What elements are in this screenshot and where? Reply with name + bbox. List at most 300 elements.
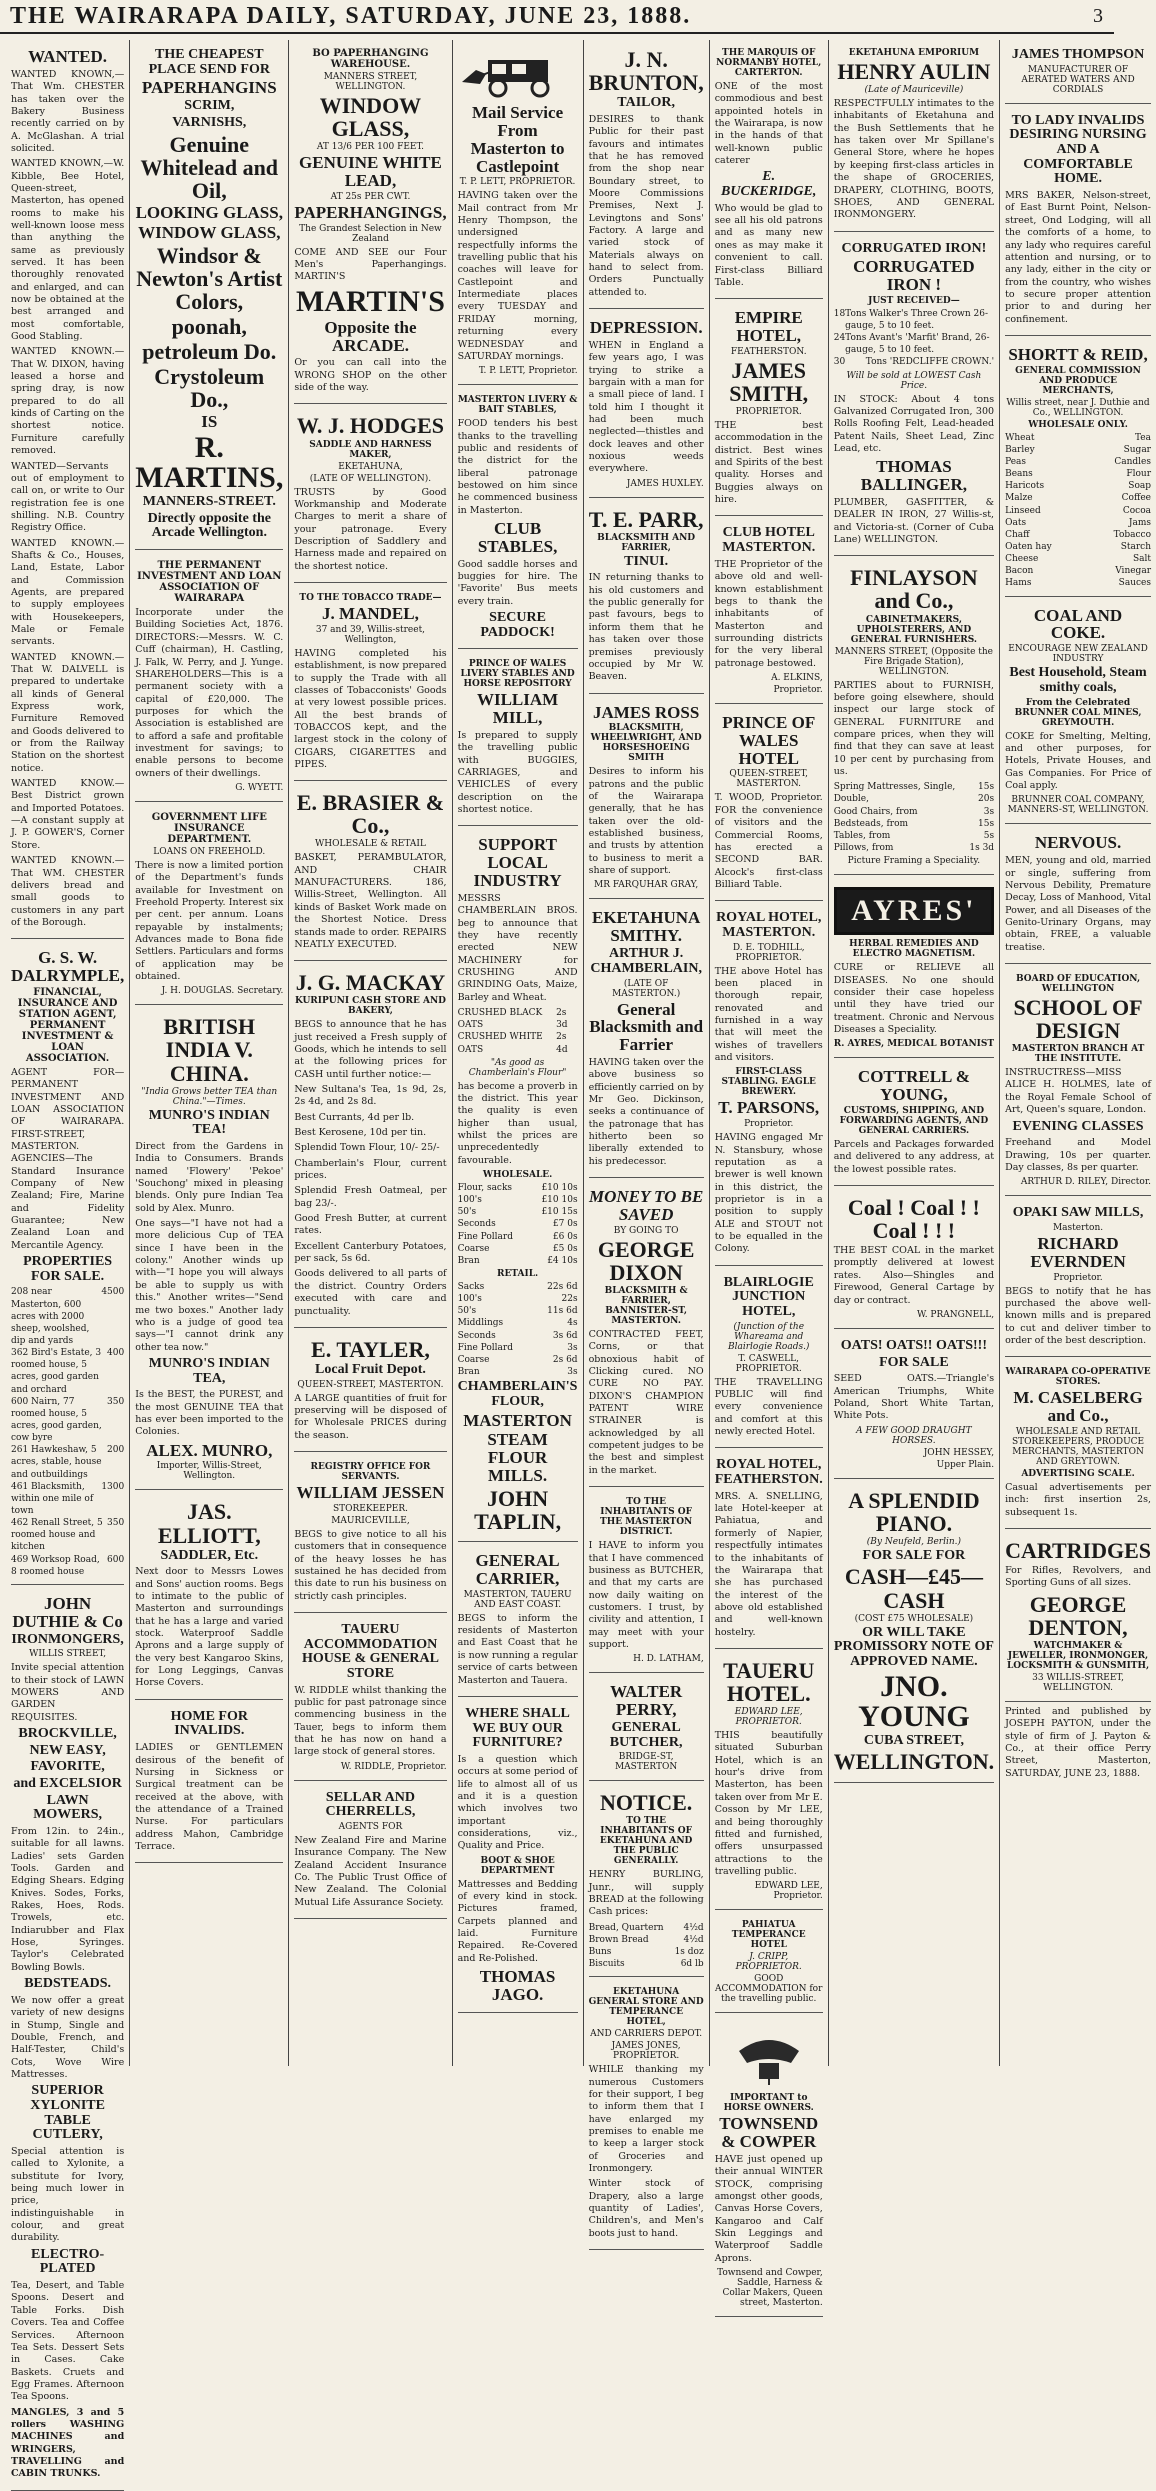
furniture-row [834,793,994,805]
goods-row-value: Candles [1114,457,1151,468]
temperance-heading: EKETAHUNA GENERAL STORE AND TEMPERANCE HOTEL, [588,1987,704,2028]
cartridges-heading: CARTRIDGES [1005,1538,1151,1564]
goods-row-value: Coffee [1121,493,1151,504]
corrugated-ad [834,236,994,557]
brasier-body: BASKET, PERAMBULATOR, AND CHAIR MANUFACTURERS. 186, Willis-Street, Wellington. All kinds of Basket Work made on the Shortest Notice. Dress stands made to order. REPAIRS NEATLY EXECUTED. [294,852,447,950]
brasier-name: E. BRASIER & Co., [296,790,445,839]
finlayson-ad [834,560,994,875]
furniture-row-value: 3s [983,806,995,817]
crushed-row-label: CRUSHED BLACK OATS [457,1008,543,1031]
encourage: ENCOURAGE NEW ZEALAND INDUSTRY [1008,644,1148,665]
dixon-name: GEORGE DIXON [597,1236,695,1285]
wholesale-only: WHOLESALE ONLY. [1028,419,1128,430]
item-5: LOOKING GLASS, [135,202,283,222]
property-row-label: 600 Nairn, 77 roomed house, 5 acres, good garden, cow byre [11,1396,102,1444]
good-flour: "As good as Chamberlain's Flour" [468,1057,567,1078]
caswell-body: THE TRAVELLING PUBLIC will find every convenience and comfort at this newly erected Hotel. [714,1376,823,1438]
carrier-route: MASTERTON, TAUERU AND EAST COAST. [463,1589,572,1610]
goods-row [1005,432,1151,444]
school-ad [1005,968,1151,1196]
cottrell-body: Parcels and Packages forwarded and delivered to any address, at the lowest possible rates. [833,1138,995,1175]
blairlogie-sub: (Junction of the Whareama and Blairlogie Roads.) [727,1321,810,1352]
carrier-heading: GENERAL CARRIER, [475,1551,560,1588]
mower-1: BROCKVILLE, [18,1725,117,1741]
goods-row-value: Cocoa [1122,505,1151,516]
ross-ad [589,698,704,900]
ladies-heading: TO LADY INVALIDS DESIRING NURSING AND A COMFORTABLE HOME. [1009,112,1147,187]
club-hotel-ad [715,520,823,703]
mackay-item: Best Currants, 4d per lb. [294,1111,415,1123]
normanby-heading: THE MARQUIS OF NORMANBY HOTEL, CARTERTON. [716,48,822,78]
goods-row-value: Starch [1120,542,1151,553]
goods-row-value: Sauces [1118,578,1151,589]
where-heading: WHERE SHALL WE BUY OUR FURNITURE? [465,1705,570,1751]
caswell-name: T. CASWELL, PROPRIETOR. [735,1353,802,1374]
tauer-body: W. RIDDLE whilst thanking the public for past patronage since commencing business in the Tauer, begs to inform them that he has now on hand a large stock of general stores. [294,1684,447,1758]
empire-heading: EMPIRE HOTEL, [734,308,803,346]
crushed-row-value: 2s 3d [556,1008,568,1031]
opaki-ad [1005,1200,1151,1357]
cooperative-heading: WAIRARAPA CO-OPERATIVE STORES. [1005,1367,1151,1388]
iron-row [834,308,994,332]
investment-heading: THE PERMANENT INVESTMENT AND LOAN ASSOCIATION OF WAIRARAPA [137,560,282,605]
cottrell-name: COTTRELL & YOUNG, [857,1067,970,1105]
aulin-ad [834,42,994,232]
blairlogie-ad [715,1270,823,1449]
normanby-more: Who would be glad to see all his old patrons and as many new ones as may make it convenient to call. First-class Billiard Table. [714,202,823,288]
retail-row-value: 22s [561,1294,578,1305]
goods-row-label: Bacon [1005,566,1034,577]
furniture-row-value: 5s [983,830,995,841]
goods-row-label: Barley [1005,444,1035,455]
wanted-ad: WANTED KNOWN.—Shafts & Co., Houses, Land, Estate, Labor and Commission Agents, are prepared to supply employees with Housekeepers, Male or Female servants. [11,537,125,648]
ballinger-sub: PLUMBER, GASFITTER, & DEALER IN IRON, 27 Willis-st, and Victoria-st. (Corner of Cuba Lane) WELLINGTON. [833,497,995,546]
carriers-depot: AND CARRIERS DEPOT. [590,2029,703,2040]
hodges-body: TRUSTS by Good Workmanship and Moderate Charges to merit a share of your patronage. Every Description of Saddlery and Harness made and repaired on the shortest notice. [294,486,447,572]
ayres-ad [834,879,994,1058]
seed-oats: SEED OATS.—Triangle's American Triumphs, White Poland, Short White Tartan, White Pots. [833,1373,995,1422]
household-coal: Best Household, Steam smithy coals, [1009,665,1147,695]
properties-heading: PROPERTIES FOR SALE. [23,1254,113,1284]
wanted-ad: WANTED KNOWN.—That W. DIXON, having leased a horse and spring dray, is now prepared to do all kinds of Carting on the shortest notice. Furniture carefully removed. [11,346,125,457]
wholesale-row-label: Bran [457,1255,480,1266]
investment-ad [135,554,283,802]
property-row-label: 469 Worksop Road, 8 roomed house [11,1554,100,1577]
jessen-body: BEGS to give notice to all his customers that in consequence of the heavy losses he has sustained he has decided from this date to run his business on strictly cash principles. [294,1528,447,1602]
furniture-row-label: Bedsteads, from [833,818,909,829]
board-heading: BOARD OF EDUCATION, WELLINGTON [1016,973,1141,994]
property-row-label: 462 Renall Street, 5 roomed house and kitchen [11,1518,103,1553]
parr-name: T. E. PARR, [588,506,704,532]
masterton-heading: MASTERTON [463,1410,572,1430]
munro2-body: Is the BEST, the PUREST, and the most GENUINE TEA that has ever been imported to the Colonies. [135,1389,284,1438]
royal-featherston-heading: ROYAL HOTEL, FEATHERSTON. [714,1457,823,1488]
columns [6,40,1151,2480]
iron-row [834,356,994,368]
dalrymple-ad [11,943,124,1585]
latham-name: H. D. LATHAM, [633,1654,704,1665]
martins-ad [135,42,283,550]
mower-5: LAWN MOWERS, [33,1792,103,1823]
goods-row-value: Tea [1135,432,1151,443]
property-row-label: 208 near Masterton, 600 acres with 2000 sheep, woolshed, dip and yards [11,1287,90,1346]
good-accommodation: GOOD ACCOMMODATION for the travelling public. [715,1974,823,2005]
royal-heading: ROYAL HOTEL, MASTERTON. [716,910,822,940]
iron-row-label: 18 [833,308,846,319]
evening-body: Freehand and Model Drawing, 10s per quarter. Day classes, 8s per quarter. [1005,1137,1151,1173]
column-7 [829,40,1000,2066]
elliott-sub: SADDLER, Etc. [160,1547,259,1563]
retail-row-label: Seconds [457,1330,496,1341]
cheapest-heading: THE CHEAPEST PLACE SEND FOR [148,47,270,77]
normanby-body: ONE of the most commodious and best appointed hotels in the Wairarapa, is now in the hands of that well-known public caterer [714,81,823,167]
opposite-body: Or you can call into the WRONG SHOP on the other side of the way. [294,357,447,394]
dalrymple-body: AGENT FOR— PERMANENT INVESTMENT AND LOAN ASSOCIATION OF WAIRARAPA. FIRST-STREET, MASTERTON. AGENCIES—The Standard Insurance Company of New Zealand; Fire, Marine and Fidelity Guarantee; New Zealand Loan and Mercantile Agency. [11,1066,125,1251]
munro2-heading: MUNRO'S INDIAN TEA, [148,1355,270,1386]
finlayson-sub: CABINETMAKERS, UPHOLSTERERS, AND GENERAL FURNISHERS. [850,614,978,645]
carrier-body: BEGS to inform the residents of Masterton and East Coast that he is now running a regular service of carts between Masterton and Tauera. [457,1612,578,1686]
column-3 [289,40,452,2066]
denton-sub: WATCHMAKER & JEWELLER, IRONMONGER, LOCKSMITH & GUNSMITH, [1006,1641,1150,1672]
riley-name: ARTHUR D. RILEY, Director. [1020,1177,1151,1188]
item-9: petroleum Do. [142,338,277,364]
piano-heading: A SPLENDID PIANO. [848,1487,980,1536]
iron-row-value: Tons 'REDCLIFFE CROWN.' [865,357,995,368]
paperhangings: PAPERHANGINGS, [294,202,447,222]
mower-4: and EXCELSIOR [13,1775,122,1791]
mackay-item: Chamberlain's Flour, current prices. [294,1157,447,1182]
goods-row-label: Hams [1005,578,1032,589]
properties-list [11,1286,124,1577]
retail-row-value: 3s 6d [552,1330,578,1341]
wholesale-row-label: Seconds [457,1219,496,1230]
brasier-sub: WHOLESALE & RETAIL [315,839,426,850]
caselberg-sub: WHOLESALE AND RETAIL STOREKEEPERS, PRODUCE MERCHANTS, MASTERTON AND GREYTOWN. [1011,1427,1145,1468]
retail-row [458,1366,578,1378]
caselberg-ad [1005,1361,1151,1529]
aulin-body: RESPECTFULLY intimates to the inhabitants of Eketahuna and the Bush Settlements that he has taken over Mr Spillane's General Store, where he hopes by keeping first-class articles in the shape of GROCERIES, DRAPERY, CLOTHING, BOOTS, SHOES, AND GENERAL IRONMONGERY. [833,98,995,221]
inhabitants-body: I HAVE to inform you that I have commenced business as BUTCHER, and that my carts are now daily waiting on customers. I trust, by civility and attention, I may meet with your support. [588,1540,704,1650]
depression-ad [589,313,704,498]
govt-heading: GOVERNMENT LIFE INSURANCE DEPARTMENT. [151,811,267,845]
crushed-row-label: CRUSHED WHITE OATS [457,1032,543,1055]
property-row [11,1517,124,1553]
bread-row-label: Biscuits [588,1959,625,1970]
mower-2: NEW EASY, [29,1742,106,1758]
inhabitants-heading: TO THE INHABITANTS OF THE MASTERTON DISTRICT. [600,1497,693,1538]
bread-row-label: Brown Bread [588,1934,649,1945]
mackay-item: Best Kerosene, 10d per tin. [294,1127,427,1139]
govt-body: There is now a limited portion of the Department's funds available for Investment on Freehold Property. Interest six per cent. per annum. Loans repayable by instalments; Advances made to Bona fide Settlers. Particulars and forms of application may be obtained. [135,859,284,983]
thompson-ad [1005,42,1151,104]
munro-body: Direct from the Gardens in India to Consumers. Brands named 'Flowery' 'Pekoe' 'Souchong' mixed in pleasing blends. Only pure Indian Tea sold by Alex. Munro. [135,1141,284,1214]
chamberlain-sub: General Blacksmith and Farrier [589,999,704,1055]
property-row-label: 362 Bird's Estate, 3 roomed house, 5 acres, good garden and orchard [11,1348,102,1395]
goods-row [1005,517,1151,529]
goods-row-value: Salt [1132,554,1151,565]
retail-row [458,1354,578,1366]
shortt-address: Willis street, near J. Duthie and Co., WELLINGTON. [1006,397,1150,418]
advertising-body: Casual advertisements per inch: first insertion 2s, subsequent 1s. [1005,1482,1151,1518]
hessey-name: JOHN HESSEY, [923,1447,995,1458]
perry-ad [589,1677,704,1781]
goods-list [1005,432,1151,590]
herbal-body: CURE or RELIEVE all DISEASES. No one should consider their case hopeless until they have tried our treatment. Chronic and Nervous Diseases a Speciality. [833,962,995,1035]
bedsteads-heading: BEDSTEADS. [24,1976,111,1992]
electro-body: Tea, Desert, and Table Spoons. Desert and Table Forks. Dish Covers. Tea and Coffee Services. Afternoon Tea Sets. Dessert Sets in Cases. Cake Baskets. Cruets and Egg Frames. Afternoon Tea Spoons. [11,2280,125,2403]
draught-horses: A FEW GOOD DRAUGHT HORSES. [856,1425,972,1446]
flour-body: has become a proverb in the district. This year the quality is even higher than usual, whilst the prices are unprecedentedly favourable. [457,1080,578,1166]
property-row-value: 200 [107,1445,125,1456]
mackay-body: BEGS to announce that he has just received a Fresh supply of Goods, which he intends to sell at the following prices for CASH until further notice:— [294,1019,447,1080]
white-lead-price: AT 25s PER CWT. [330,191,411,202]
goods-row [1005,577,1151,589]
window-glass: WINDOW GLASS, [319,93,422,142]
tayler-address: QUEEN-STREET, MASTERTON. [297,1379,444,1390]
royal-proprietor: D. E. TODHILL, PROPRIETOR. [732,942,805,963]
mail-sign: T. P. LETT, Proprietor. [478,366,578,377]
retail-row-label: 100's [457,1294,482,1305]
shortt-ad [1005,340,1151,597]
bread-row [589,1946,704,1958]
mill-name: WILLIAM MILL, [476,690,559,728]
retail-row [458,1305,578,1317]
martins-address: MANNERS-STREET. [142,494,276,510]
mackay-delivery: Goods delivered to all parts of the district. Country Orders executed with care and punctuality. [294,1268,447,1317]
mackay-item: Good Fresh Butter, at current rates. [294,1213,447,1237]
in-stock: IN STOCK: About 4 tons Galvanized Corrugated Iron, 300 Rolls Roofing Felt, Lead-headed Patent Nails, Sheet Lead, Zinc Lead, etc. [833,393,995,454]
caselberg-name: M. CASELBERG and Co., [1013,1388,1143,1426]
empire-town: FEATHERSTON. [730,346,807,357]
ladies-body: MRS BAKER, Nelson-street, of East Burnt Point, Nelson-street, Ond Lodging, will all the comforts of a home, to any lady who requires careful attention and nursing, or to any lady, either in the city or from the country, who wishes to secure proper attention prior to and during her confinement. [1005,190,1151,325]
depression-heading: DEPRESSION. [589,318,703,338]
advertising-heading: ADVERTISING SCALE. [1021,1469,1135,1480]
brunner-sign: BRUNNER COAL COMPANY, MANNERS-ST, WELLINGTON. [1007,795,1149,816]
goods-row [1005,541,1151,553]
property-row [11,1481,124,1517]
furniture-row [834,781,994,793]
perry-address: BRIDGE-ST, MASTERTON [614,1752,678,1773]
wholesale-row [458,1255,578,1267]
everden-body: BEGS to notify that he has purchased the above well-known mills and is prepared to cut and deliver timber to order of the best description. [1005,1285,1151,1346]
hodges-name: W. J. HODGES [296,413,445,439]
depression-sign: JAMES HUXLEY. [626,478,704,489]
government-ad [135,806,283,1005]
furniture-row-label: Double, [833,794,869,805]
iron-row [834,332,994,356]
wholesale-row [458,1194,578,1206]
livery-body: FOOD tenders his best thanks to the travelling public and residents of the district for the liberal patronage bestowed on him since he commenced business in Masterton. [457,418,578,516]
smith-body: THE best accommodation in the district. Best wines and Spirits of the best quality. Horses and Buggies always on hire. [714,420,823,506]
prangnell-name: W. PRANGNELL, [917,1309,995,1320]
furniture-row [834,818,994,830]
wanted-ad: WANTED KNOWN.—That WM. CHESTER delivers bread and small goods to customers in any part of the Borough. [11,855,125,928]
investment-body: Incorporate under the Building Societies Act, 1876. DIRECTORS:—Messrs. W. C. Cuff (chairman), H. Castling, J. Falk, W. Perry, and J. Yunge. SHAREHOLDERS—This is a permanent society with a capital of £20,000. The purposes for which the Association is established are to afford a safe and profitable investment for savings; to enable persons to become owners of their dwellings. [135,607,284,779]
warehouse-heading: BO PAPERHANGING WAREHOUSE. [312,48,429,70]
elkins-name: A. ELKINS, [771,672,823,683]
retail-row-value: 2s 6d [552,1354,578,1365]
money-heading: MONEY TO BE SAVED [588,1187,704,1224]
govt-sign: J. H. DOUGLAS. Secretary. [161,986,284,997]
denton-name: GEORGE DENTON, [1028,1591,1128,1640]
goods-row [1005,468,1151,480]
emporium-heading: EKETAHUNA EMPORIUM [848,48,980,58]
goods-row-label: Haricots [1005,481,1045,492]
duthie-sub: IRONMONGERS, [11,1631,124,1647]
wholesale-row-value: £10 15s [541,1207,578,1218]
mangles-text: MANGLES, 3 and 5 rollers WASHING MACHINES and WRINGERS, TRAVELLING and CABIN TRUNKS. [11,2406,125,2480]
furniture-row-value: 1s 3d [969,843,995,854]
piano-by: (By Neufeld, Berlin.) [866,1536,962,1547]
item-10: Crystoleum Do., [154,364,265,413]
townsend-sign: Townsend and Cowper, Saddle, Harness & Collar Makers, Queen street, Masterton. [717,2268,823,2308]
furniture-row-label: Good Chairs, from [833,806,918,817]
school-heading: SCHOOL OF DESIGN [1013,994,1143,1044]
column-5 [584,40,710,2239]
property-row-value: 350 [107,1518,125,1529]
parr-sub: BLACKSMITH AND FARRIER, [597,532,696,553]
shortt-sub: GENERAL COMMISSION AND PRODUCE MERCHANTS, [1015,365,1141,396]
column-2 [130,40,289,2066]
jones-body: WHILE thanking my numerous Customers for their support, I beg to inform them that I have enlarged my premises to enable me to keep a larger stock of Groceries and Ironmongery. [588,2064,704,2175]
wholesale-row-label: Fine Pollard [457,1231,513,1242]
goods-row-label: Oaten hay [1005,542,1052,553]
window-price: AT 13/6 PER 100 FEET. [316,142,425,153]
pahiatua-heading: PAHIATUA TEMPERANCE HOTEL [731,1920,806,1951]
drapery-body: Winter stock of Drapery, also a large quantity of Ladies', Children's, and Men's boots just to hand. [588,2178,704,2239]
iron-list [834,308,994,369]
goods-row [1005,456,1151,468]
iron-row-value: Tons Avant's 'Marfit' Brand, 26-gauge, 5 to 10 feet. [845,333,990,356]
dalrymple-sub: FINANCIAL, INSURANCE AND STATION AGENT, PERMANENT INVESTMENT & LOAN ASSOCIATION. [17,986,118,1064]
bread-row [589,1934,704,1946]
property-row [11,1347,124,1396]
buckeridge-name: E. BUCKERIDGE, [721,169,817,200]
corrugated-heading: CORRUGATED IRON! [841,240,987,256]
wholesale-list [458,1182,578,1267]
snelling-body: MRS. A. SNELLING, late Hotel-keeper at Pahiatua, and formerly of Napier, respectfully intimates to the inhabitants of the Wairarapa that she has purchased the interest of the above old established and well-known hostelry. [714,1490,823,1638]
mail-heading: Mail Service From Masterton to Castlepoint [470,103,565,176]
brasier-ad [294,785,446,961]
wholesale-row-value: £10 10s [541,1195,578,1206]
hodges-address: EKETAHUNA, [338,461,403,472]
tayler-ad [294,1332,446,1452]
bread-row [589,1958,704,1970]
goods-row [1005,492,1151,504]
imprint: Printed and published by JOSEPH PAYTON, under the style of firm of J. Payton & Co., at their office Perry Street, Masterton, SATURDAY, JUNE 23, 1888. [1005,1706,1151,1779]
retail-row-label: Bran [457,1367,480,1378]
furniture-price-list [834,781,994,854]
wholesale-heading: WHOLESALE. [482,1170,553,1181]
wales-hotel-heading: PRINCE OF WALES HOTEL [722,712,816,768]
goods-row [1005,505,1151,517]
normanby-ad [715,42,823,299]
mandel-ad [294,587,446,781]
home-heading: HOME FOR INVALIDS. [170,1708,248,1739]
mackay-item: Splendid Fresh Oatmeal, per bag 23/-. [294,1185,447,1209]
wholesale-row [458,1206,578,1218]
coal-ad [834,1190,994,1329]
jago-name: THOMAS JAGO. [479,1967,556,2004]
lee-sign: EDWARD LEE, Proprietor. [754,1881,823,1902]
wholesale-row-value: £5 0s [552,1243,578,1254]
notice-body: HENRY BURLING, Junr., will supply BREAD at the following Cash prices: [588,1869,704,1918]
townsend-body: HAVE just opened up their annual WINTER STOCK, comprising amongst other goods, Canvas Horse Covers, Kangaroo and Calf Skin Leggings and Waterproof Saddle Aprons. [714,2153,823,2264]
cripp-name: J. CRIPP, PROPRIETOR. [735,1952,802,1973]
oats-heading: OATS! OATS!! OATS!!! [840,1337,988,1353]
retail-row-label: 50's [457,1306,477,1317]
notice-heading: NOTICE. [599,1790,693,1816]
ayres-banner: AYRES' [834,887,994,935]
royal-hotel-ad [715,905,823,1265]
furniture-row-value: 15s [978,782,995,793]
mail-proprietor: T. P. LETT, PROPRIETOR. [459,177,576,188]
tobacco-heading: TO THE TOBACCO TRADE— [299,592,442,603]
ross-sub: BLACKSMITH, WHEELWRIGHT, AND HORSESHOEING SMITH [590,723,702,764]
wholesale-row-label: Coarse [457,1243,490,1254]
wholesale-row [458,1231,578,1243]
finlayson-sign: Picture Framing a Speciality. [847,856,981,867]
sellar-sub: AGENTS FOR [338,1822,403,1833]
young-address: CUBA STREET, [863,1732,964,1748]
retail-row [458,1293,578,1305]
property-row [11,1554,124,1578]
where-body: Is a question which occurs at some period of life to almost all of us and it is a question which involves two important considerations, viz., Quality and Price. [457,1753,578,1852]
xylonite-body: Special attention is called to Xylonite, a substitute for Ivory, being much lower in price, indistinguishable in colour, and great durability. [11,2146,125,2244]
townsend-name: TOWNSEND & COWPER [719,2114,819,2152]
property-row-value: 1300 [101,1481,125,1492]
martins-opposite: Directly opposite the Arcade Wellington. [147,510,271,541]
item-1: PAPERHANGINS [141,78,277,98]
iron-row-label: 24 [833,333,846,344]
item-4: Genuine Whitelead and Oil, [140,131,279,203]
wanted-ad: WANTED KNOWN,—That Wm. CHESTER has taken over the Bakery Business recently carried on by A. McGlashan. A trial solicited. [11,68,125,154]
goods-row-value: Flour [1126,469,1151,480]
lowest-price: Will be sold at LOWEST Cash Price. [846,370,982,391]
boot-body: Mattresses and Bedding of every kind in stock. Pictures framed, Carpets planned and laid. Furniture Repaired. Re-Covered and Re-Polished. [457,1878,578,1964]
retail-row [458,1330,578,1342]
mail-body: HAVING taken over the Mail contract from Mr Henry Thompson, the undersigned respectfully informs the travelling public that his coaches will leave for Castlepoint and Intermediate places every TUESDAY and FRIDAY morning, returning every WEDNESDAY and SATURDAY mornings. [457,190,578,362]
furniture-row [834,842,994,854]
british-heading: BRITISH INDIA V. CHINA. [163,1014,256,1086]
wholesale-row-value: £4 10s [547,1255,578,1266]
chamberlain-late: (LATE OF MASTERTON.) [612,978,681,999]
depression-body: WHEN in England a few years ago, I was trying to strike a bargain with a man for a small piece of land. I told him I thought it had been much neglected—thistles and dock leaves and other noxious weeds everywhere. [588,339,704,475]
ballinger-name: THOMAS BALLINGER, [860,457,968,495]
wanted-heading: WANTED. [28,47,108,66]
pahiatua-ad [715,1914,823,2013]
aulin-late: (Late of Mauriceville) [864,85,964,96]
livery-ad [458,389,578,649]
empire-ad [715,303,823,516]
sellar-name: SELLAR AND CHERRELLS, [325,1789,416,1820]
martins-name-2: MARTIN'S [295,284,445,318]
shortt-name: SHORTT & REID, [1008,344,1148,364]
club-body: Good saddle horses and buggies for hire. The 'Favorite' Bus meets every train. [457,558,578,607]
jessen-sub: STOREKEEPER. [332,1503,408,1514]
opaki-heading: OPAKI SAW MILLS, [1012,1205,1144,1221]
goods-row-value: Tobacco [1113,529,1151,540]
item-6: WINDOW GLASS, [138,222,281,242]
brunner-heading: From the Celebrated BRUNNER COAL MINES, GREYMOUTH. [1014,697,1142,728]
duthie-ad [11,1589,124,2491]
tauer-ad [294,1617,446,1781]
item-3: VARNISHS, [172,114,247,130]
nervous-body: MEN, young and old, married or single, suffering from Nervous Debility, Premature Decay, Loss of Manhood, Vital Power, and all Diseases of the Genito-Urinary Organs, may obtain, FREE, a valuable treatise. [1005,855,1151,953]
property-row [11,1396,124,1445]
furniture-row-label: Tables, from [833,830,891,841]
is-text: IS [201,412,218,432]
